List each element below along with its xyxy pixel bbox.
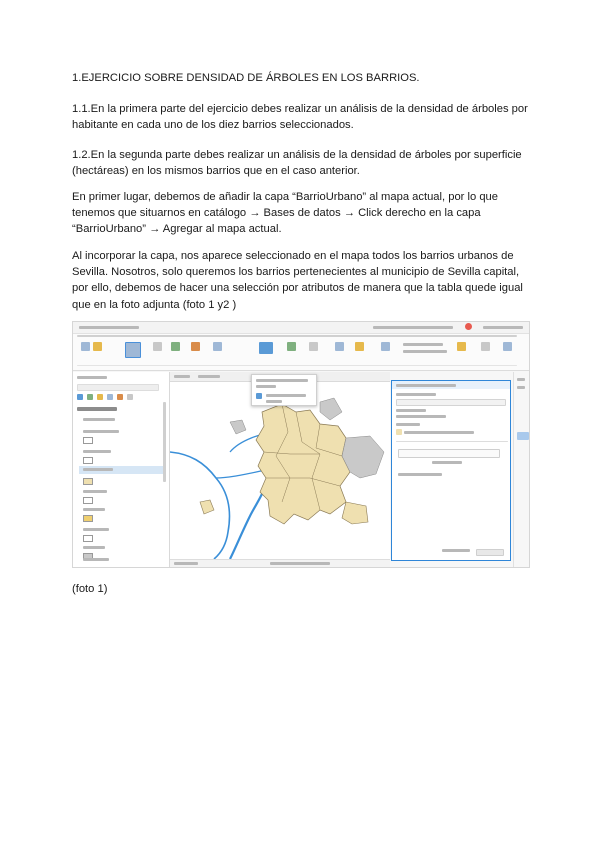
document-heading: 1.EJERCICIO SOBRE DENSIDAD DE ÁRBOLES EN LOS BARRIOS. (72, 72, 420, 84)
ribbon-toolbar (73, 334, 529, 371)
paragraph-1-1: 1.1.En la primera parte del ejercicio debes realizar un análisis de la densidad de árboles por habitante en cada uno de los diez barrios seleccionados. (72, 103, 528, 132)
paragraph-catalog-steps: En primer lugar, debemos de añadir la capa “BarrioUrbano” al mapa actual, por lo que tenemos que situarnos en catálogo → Bases de datos → Click derecho en la capa “BarrioUrbano” → Agregar al mapa actual. (72, 191, 498, 236)
map-status-bar (170, 559, 390, 568)
figure-caption: (foto 1) (72, 583, 108, 596)
sevilla-map-drawing (170, 382, 390, 559)
select-by-attributes-menu (251, 374, 317, 406)
arcgis-screenshot-figure (72, 321, 530, 568)
contents-panel (73, 372, 170, 567)
right-side-strip (513, 372, 530, 567)
map-view (170, 382, 390, 559)
geoprocessing-select-layer-by-attribute (391, 380, 511, 561)
app-title-bar (73, 322, 529, 334)
paragraph-1-2: 1.2.En la segunda parte debes realizar un análisis de la densidad de árboles por superficie (hectáreas) en los mismos barrios que en el caso anterior. (72, 149, 522, 178)
paragraph-selection: Al incorporar la capa, nos aparece seleccionado en el mapa todos los barrios urbanos de Sevilla. Nosotros, solo queremos los barrios pertenecientes al municipio de Sevilla capital, por ello, debemos de hacer una selección por atributos de manera que la tabla quede igual que en la foto adjunta (foto 1 y2 ) (72, 250, 523, 311)
